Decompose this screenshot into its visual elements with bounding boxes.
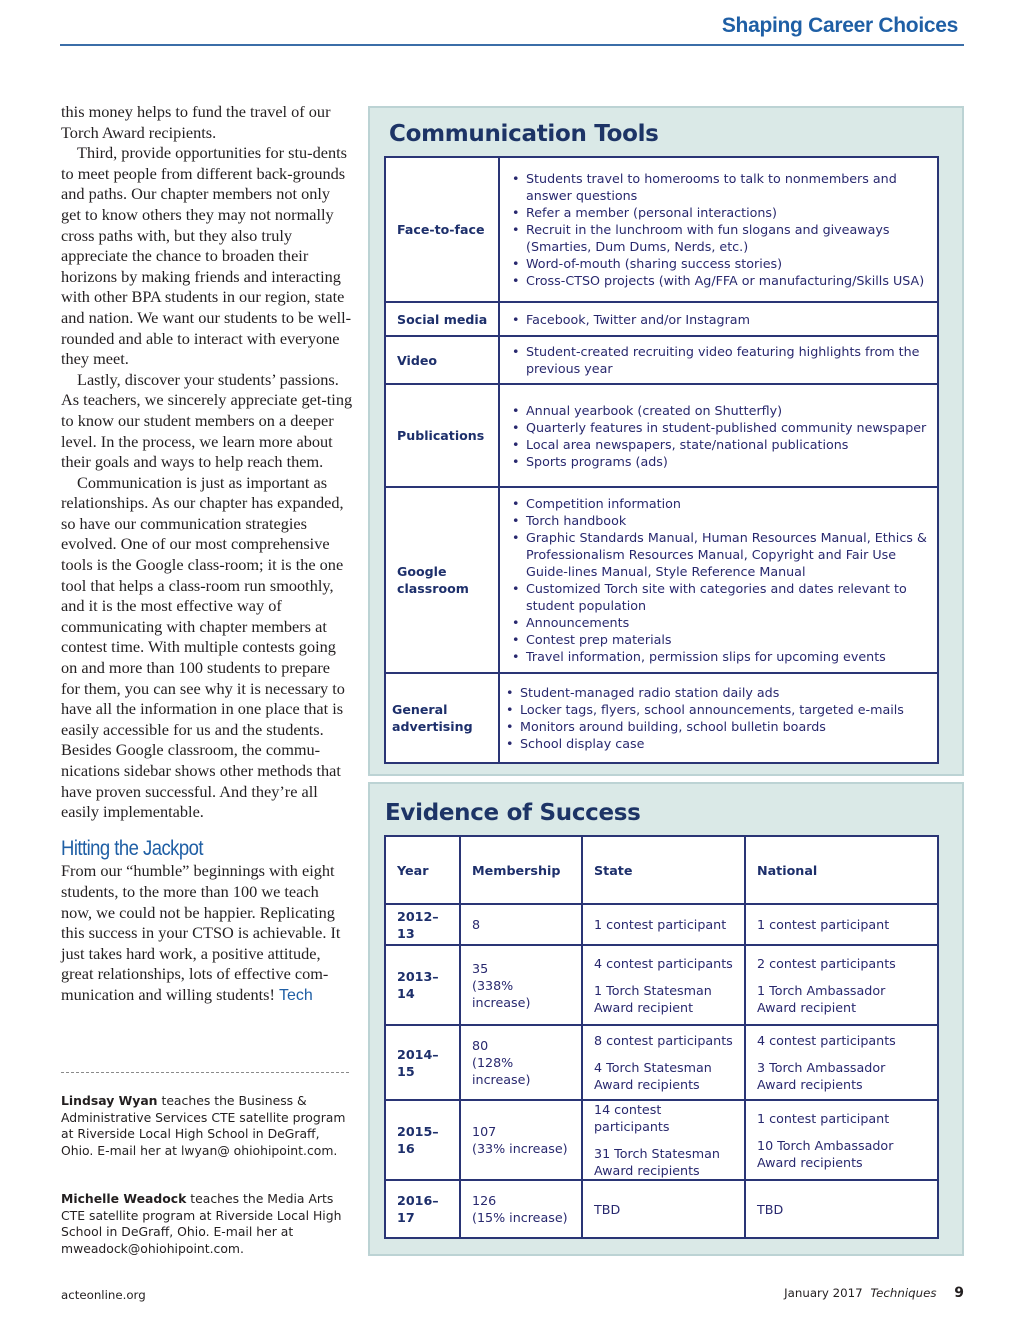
- footer-website: acteonline.org: [61, 1288, 146, 1302]
- list-item: • Torch handbook: [510, 512, 929, 529]
- article-paragraph: Lastly, discover your students’ passions. As teachers, we sincerely appreciate get-ting to know our student members on a deeper level. In the process, we learn more about their goals and ways to help reach them.: [61, 369, 353, 472]
- list-item: • Student-created recruiting video featuring highlights from the previous year: [510, 343, 929, 377]
- membership-cell: [460, 904, 582, 945]
- table-row: [385, 384, 938, 487]
- cell-line: (128% increase): [472, 1055, 531, 1087]
- author-name: Michelle Weadock: [61, 1191, 187, 1206]
- cell-line: 4 Torch Statesman Award recipients: [594, 1060, 712, 1092]
- table-row: [385, 1025, 938, 1100]
- article-paragraph: this money helps to fund the travel of our Torch Award recipients.: [61, 102, 331, 142]
- cell-line: TBD: [594, 1201, 621, 1217]
- article-body: [61, 102, 353, 1007]
- column-header: National: [745, 836, 938, 904]
- national-cell: [745, 1100, 938, 1180]
- row-label: Face-to-face: [385, 157, 499, 302]
- national-cell: [745, 1180, 938, 1238]
- state-cell: [582, 1100, 745, 1180]
- row-items: [499, 157, 938, 302]
- article-paragraph: Communication is just as important as relationships. As our chapter has expanded, so have our communication strategies evolved. One of our most comprehensive tools is the Google class-room; it is the one tool that helps a class-room run smoothly, and it is the most effective way of communicating with chapter members at contest time. With multiple contests going on and more than 100 students to prepare for them, you can see why it is necessary to have all the information in one place that is easily accessible for us and the students. Besides Google classroom, the commu-nications sidebar shows other methods that have proven successful. And they’re all easily implementable.: [61, 472, 345, 822]
- cell-line: 8: [472, 917, 481, 932]
- table-row: [385, 487, 938, 673]
- list-item: • Sports programs (ads): [510, 453, 929, 470]
- tech-end-mark: Tech: [278, 986, 313, 1004]
- page-number: 9: [954, 1285, 964, 1301]
- row-label: General advertising: [385, 673, 499, 763]
- national-cell: [745, 945, 938, 1025]
- list-item: • Facebook, Twitter and/or Instagram: [510, 311, 929, 328]
- year-cell: 2014–15: [385, 1025, 460, 1100]
- table-row: [385, 302, 938, 336]
- cell-line: 2 contest participants: [757, 955, 896, 971]
- table-row: [385, 157, 938, 302]
- row-items: [499, 384, 938, 487]
- author-bio-text: teaches the Business & Administrative Services CTE satellite program at Riverside Local High School in DeGraff, Ohio. E-mail her at lwyan@ ohiohipoint.com.: [61, 1093, 346, 1158]
- cell-line: 1 contest participant: [757, 917, 890, 932]
- table-row: [385, 336, 938, 384]
- list-item: • Annual yearbook (created on Shutterfly): [510, 402, 929, 419]
- cell-line: 4 contest participants: [757, 1033, 896, 1048]
- cell-line: 3 Torch Ambassador Award recipients: [757, 1060, 886, 1092]
- list-item: • Monitors around building, school bulletin boards: [504, 718, 929, 735]
- cell-line: 10 Torch Ambassador Award recipients: [757, 1137, 894, 1170]
- list-item: • Locker tags, flyers, school announcements, targeted e-mails: [504, 701, 929, 718]
- year-cell: 2012–13: [385, 904, 460, 945]
- author-bio: [61, 1191, 353, 1257]
- cell-line: 14 contest participants: [594, 1102, 670, 1134]
- cell-line: 8 contest participants: [594, 1033, 733, 1048]
- author-bio: [61, 1093, 353, 1159]
- year-cell: 2013–14: [385, 945, 460, 1025]
- communication-tools-table: [384, 156, 939, 764]
- state-cell: [582, 945, 745, 1025]
- table-row: [385, 1180, 938, 1238]
- membership-cell: [460, 1100, 582, 1180]
- table-row: [385, 1100, 938, 1180]
- author-bio-text: teaches the Media Arts CTE satellite program at Riverside Local High School in DeGraff, Ohio. E-mail her at mweadock@ohiohipoint.com.: [61, 1191, 342, 1256]
- cell-line: 35: [472, 960, 489, 976]
- table-row: [385, 945, 938, 1025]
- footer-magazine: Techniques: [870, 1286, 937, 1300]
- row-label: Video: [385, 336, 499, 384]
- table-header-row: [385, 836, 938, 904]
- row-label: Social media: [385, 302, 499, 336]
- column-header: State: [582, 836, 745, 904]
- list-item: • Customized Torch site with categories and dates relevant to student population: [510, 580, 929, 614]
- header-rule: [60, 44, 964, 46]
- row-items: [499, 487, 938, 673]
- state-cell: [582, 1025, 745, 1100]
- jackpot-heading: Hitting the Jackpot: [61, 836, 203, 860]
- list-item: • School display case: [504, 735, 929, 752]
- cell-line: 1 contest participant: [594, 917, 727, 932]
- cell-line: 80: [472, 1038, 489, 1053]
- cell-line: 31 Torch Statesman Award recipients: [594, 1146, 720, 1178]
- list-item: • Travel information, permission slips for upcoming events: [510, 648, 929, 665]
- row-items: [499, 336, 938, 384]
- row-items: [499, 673, 938, 763]
- column-header: Year: [385, 836, 460, 904]
- list-item: • Cross-CTSO projects (with Ag/FFA or manufacturing/Skills USA): [510, 272, 929, 289]
- membership-cell: [460, 945, 582, 1025]
- column-header: Membership: [460, 836, 582, 904]
- list-item: • Quarterly features in student-published community newspaper: [510, 419, 929, 436]
- national-cell: [745, 904, 938, 945]
- row-items: [499, 302, 938, 336]
- list-item: • Announcements: [510, 614, 929, 631]
- cell-line: 1 Torch Ambassador Award recipient: [757, 982, 886, 1015]
- section-title: Shaping Career Choices: [721, 14, 958, 37]
- cell-line: 107: [472, 1124, 497, 1139]
- list-item: • Graphic Standards Manual, Human Resources Manual, Ethics & Professionalism Resources Manual, Copyright and Fair Use Guide-lines Manual, Style Reference Manual: [510, 529, 929, 580]
- article-paragraph: [61, 861, 353, 1006]
- evidence-of-success-title: Evidence of Success: [385, 800, 641, 826]
- table-row: [385, 673, 938, 763]
- cell-line: 1 contest participant: [757, 1110, 890, 1126]
- footer-date: January 2017: [784, 1286, 863, 1300]
- list-item: • Competition information: [510, 495, 929, 512]
- cell-line: (338% increase): [472, 977, 531, 1010]
- evidence-of-success-table: [384, 835, 939, 1239]
- list-item: • Word-of-mouth (sharing success stories): [510, 255, 929, 272]
- year-cell: 2016–17: [385, 1180, 460, 1238]
- article-paragraph: Third, provide opportunities for stu-dents to meet people from different back-grounds and paths. Our chapter members not only get to know others they may not normally cross paths with, but they also truly appreciate the chance to broaden their horizons by making friends and interacting with other BPA students in our region, state and nation. We want our students to be well-rounded and able to interact with everyone they meet.: [61, 143, 352, 369]
- year-cell: 2015–16: [385, 1100, 460, 1180]
- footer-info: [784, 1285, 964, 1301]
- list-item: • Contest prep materials: [510, 631, 929, 648]
- table-row: [385, 904, 938, 945]
- communication-tools-title: Communication Tools: [389, 121, 659, 147]
- author-name: Lindsay Wyan: [61, 1093, 158, 1108]
- jackpot-text: From our “humble” beginnings with eight students, to the more than 100 we teach now, we could not be happier. Replicating this success in your CTSO is achievable. It just takes hard work, a positive attitude, great relationships, lots of effective com-munication and willing students!: [61, 861, 341, 1004]
- cell-line: TBD: [757, 1201, 784, 1217]
- cell-line: 126: [472, 1193, 497, 1208]
- bio-divider: [61, 1072, 349, 1073]
- list-item: • Recruit in the lunchroom with fun slogans and giveaways (Smarties, Dum Dums, Nerds, etc.): [510, 221, 929, 255]
- state-cell: [582, 904, 745, 945]
- list-item: • Student-managed radio station daily ads: [504, 684, 929, 701]
- list-item: • Local area newspapers, state/national publications: [510, 436, 929, 453]
- list-item: • Refer a member (personal interactions): [510, 204, 929, 221]
- membership-cell: [460, 1025, 582, 1100]
- cell-line: 4 contest participants: [594, 955, 733, 971]
- cell-line: (33% increase): [472, 1141, 568, 1156]
- cell-line: 1 Torch Statesman Award recipient: [594, 982, 712, 1015]
- membership-cell: [460, 1180, 582, 1238]
- cell-line: (15% increase): [472, 1210, 568, 1225]
- state-cell: [582, 1180, 745, 1238]
- list-item: • Students travel to homerooms to talk to nonmembers and answer questions: [510, 170, 929, 204]
- row-label: Google classroom: [385, 487, 499, 673]
- row-label: Publications: [385, 384, 499, 487]
- national-cell: [745, 1025, 938, 1100]
